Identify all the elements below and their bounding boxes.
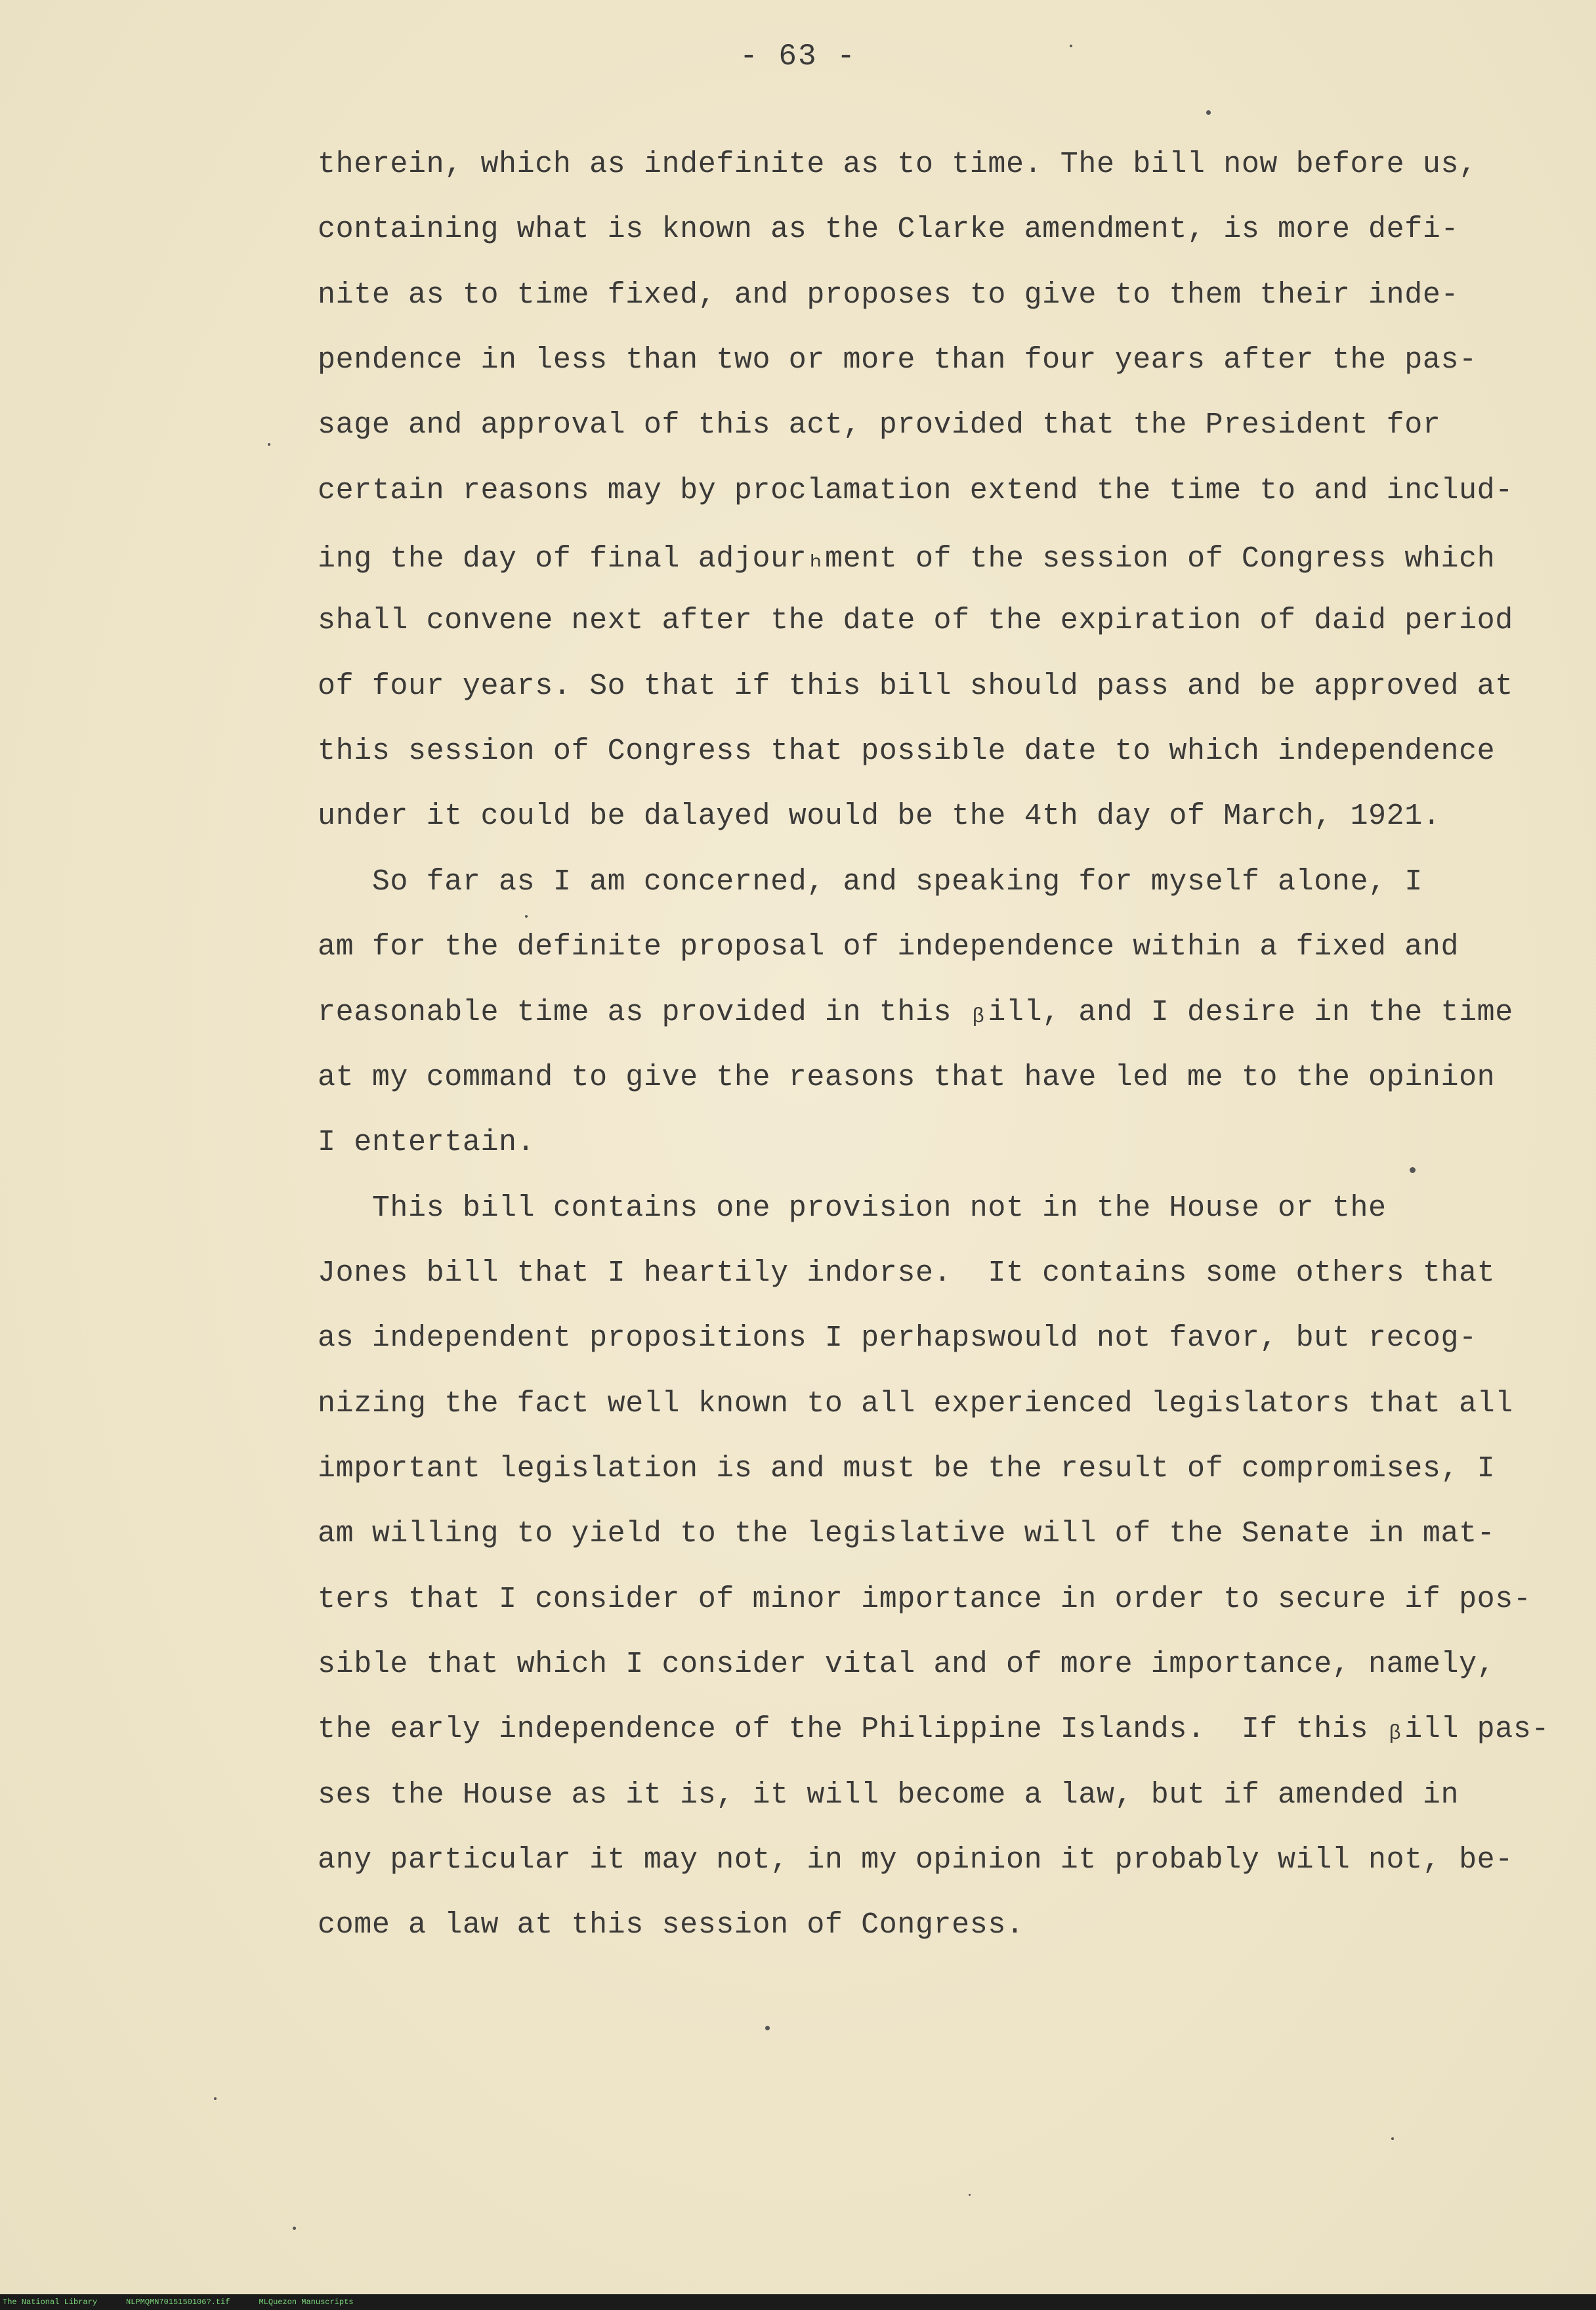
text-line: under it could be dalayed would be the 4th day of March, 1921.	[318, 800, 1441, 833]
text-line: important legislation is and must be the result of compromises, I	[318, 1452, 1496, 1486]
text-line: ters that I consider of minor importance in order to secure if pos-	[318, 1583, 1532, 1616]
paper-speck	[1070, 45, 1072, 47]
text-line: this session of Congress that possible date to which independence	[318, 735, 1496, 768]
text-line: ses the House as it is, it will become a law, but if amended in	[318, 1778, 1460, 1812]
text-line: certain reasons may by proclamation extend the time to and includ-	[318, 474, 1513, 507]
text-line: This bill contains one provision not in the House or the	[318, 1191, 1387, 1225]
page-number: - 63 -	[740, 39, 856, 74]
text-line: am willing to yield to the legislative will of the Senate in mat-	[318, 1517, 1496, 1551]
text-line: I entertain.	[318, 1126, 536, 1159]
scan-footer	[0, 2294, 1596, 2310]
text-line: containing what is known as the Clarke amendment, is more defi-	[318, 213, 1460, 246]
text-line: pendence in less than two or more than four years after the pas-	[318, 343, 1477, 377]
paper-speck	[525, 915, 528, 918]
text-line: the early independence of the Philippine Islands. If this ᵦill pas-	[318, 1713, 1550, 1746]
text-line: nizing the fact well known to all experienced legislators that all	[318, 1387, 1513, 1421]
text-line: at my command to give the reasons that have led me to the opinion	[318, 1061, 1496, 1094]
footer-file: NLPMQMN7015150106?.tif	[126, 2298, 230, 2307]
text-line: So far as I am concerned, and speaking for myself alone, I	[318, 865, 1423, 899]
text-line: reasonable time as provided in this ᵦill, and I desire in the time	[318, 996, 1513, 1029]
paper-speck	[1391, 2137, 1394, 2140]
text-line: any particular it may not, in my opinion it probably will not, be-	[318, 1843, 1513, 1877]
paper-speck	[969, 2194, 971, 2196]
paper-speck	[1206, 110, 1211, 115]
paper-speck	[268, 443, 270, 446]
text-line: Jones bill that I heartily indorse. It contains some others that	[318, 1256, 1496, 1290]
text-line: shall convene next after the date of the expiration of daid period	[318, 604, 1513, 637]
text-line: am for the definite proposal of independence within a fixed and	[318, 930, 1460, 964]
text-line: of four years. So that if this bill should pass and be approved at	[318, 670, 1513, 703]
text-line: sible that which I consider vital and of more importance, namely,	[318, 1648, 1496, 1681]
paper-speck	[765, 2026, 770, 2030]
text-line: as independent propositions I perhapswould not favor, but recog-	[318, 1321, 1477, 1355]
footer-library: The National Library	[3, 2298, 98, 2307]
footer-collection: MLQuezon Manuscripts	[259, 2298, 354, 2307]
text-line: therein, which as indefinite as to time. The bill now before us,	[318, 148, 1477, 181]
paper-speck	[293, 2227, 296, 2230]
text-line: come a law at this session of Congress.	[318, 1908, 1024, 1942]
paper-speck	[214, 2097, 217, 2100]
text-line: sage and approval of this act, provided that the President for	[318, 408, 1441, 442]
text-line: ing the day of final adjourₕment of the session of Congress which	[318, 542, 1496, 576]
text-line: nite as to time fixed, and proposes to give to them their inde-	[318, 278, 1460, 312]
paper-speck	[1410, 1167, 1416, 1173]
